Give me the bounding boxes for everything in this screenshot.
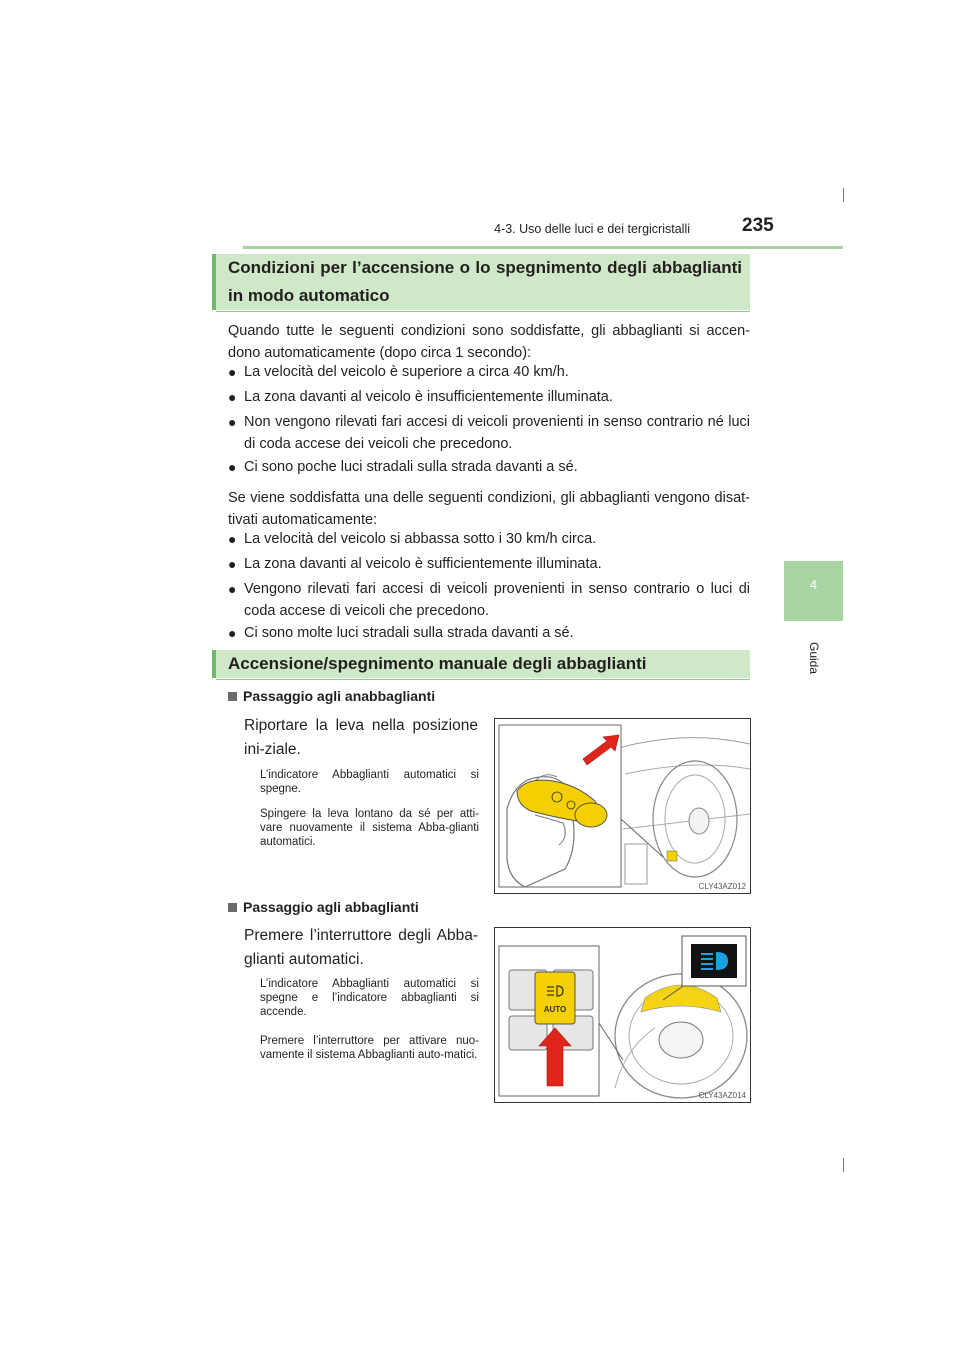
page-number: 235: [742, 215, 774, 236]
running-header-section: 4-3. Uso delle luci e dei tergicristalli: [494, 222, 690, 236]
bullet-dot: ●: [228, 556, 237, 572]
bullet-on-2: ● La zona davanti al veicolo è insufficientemente illuminata.: [228, 386, 750, 408]
bullet-dot: ●: [228, 581, 237, 597]
lever-illustration: [495, 719, 750, 893]
bullet-off-3: ● Vengono rilevati fari accesi di veicoli provenienti in senso contrario o luci di coda accese di veicoli che precedono.: [228, 578, 750, 622]
crop-mark-top: [843, 188, 844, 202]
square-bullet-icon: [228, 692, 237, 701]
chapter-number: 4: [809, 577, 818, 592]
bullet-on-1: ● La velocità del veicolo è superiore a circa 40 km/h.: [228, 361, 750, 383]
note-low-beam-2: Spingere la leva lontano da sé per atti-vare nuovamente il sistema Abba-glianti automatici.: [260, 808, 479, 848]
section-heading-automatic: [212, 254, 750, 310]
instruction-high-beam: Premere l’interruttore degli Abba-glianti automatici.: [244, 927, 478, 968]
bullet-off-2: ● La zona davanti al veicolo è sufficientemente illuminata.: [228, 553, 750, 575]
section-heading-automatic-text: Condizioni per l’accensione o lo spegnimento degli abbaglianti in modo automatico: [228, 258, 742, 305]
note-high-beam-1: L’indicatore Abbaglianti automatici si spegne e l’indicatore abbaglianti si accende.: [260, 978, 479, 1018]
bullet-dot: ●: [228, 364, 237, 380]
header-rule: [243, 246, 843, 249]
bullet-off-1: ● La velocità del veicolo si abbassa sotto i 30 km/h circa.: [228, 528, 750, 550]
section-heading-manual: [212, 650, 750, 678]
figure-code-switch: CLY43AZ014: [698, 1091, 746, 1100]
note-high-beam-2: Premere l’interruttore per attivare nuo-vamente il sistema Abbaglianti auto-matici.: [260, 1035, 479, 1061]
switch-illustration: [495, 928, 750, 1102]
instruction-low-beam: Riportare la leva nella posizione ini-ziale.: [244, 717, 478, 758]
bullet-off-4: ● Ci sono molte luci stradali sulla strada davanti a sé.: [228, 622, 750, 644]
bullet-dot: ●: [228, 414, 237, 430]
chapter-label: [780, 628, 847, 688]
auto-switch-label: AUTO: [543, 1005, 567, 1014]
subheading-high-beam: Passaggio agli abbaglianti: [228, 899, 419, 915]
square-bullet-icon: [228, 903, 237, 912]
note-low-beam-1: L’indicatore Abbaglianti automatici si spegne.: [260, 769, 479, 795]
bullet-on-3: ● Non vengono rilevati fari accesi di veicoli provenienti in senso contrario né luci di coda accese dei veicoli che precedono.: [228, 411, 750, 455]
bullet-dot: ●: [228, 459, 237, 475]
bullet-on-4: ● Ci sono poche luci stradali sulla strada davanti a sé.: [228, 456, 750, 478]
subheading-low-beam: Passaggio agli anabbaglianti: [228, 688, 435, 704]
section-heading-manual-text: Accensione/spegnimento manuale degli abbaglianti: [228, 654, 647, 673]
crop-mark-bottom: [843, 1158, 844, 1172]
figure-lever: [494, 718, 751, 894]
bullet-dot: ●: [228, 531, 237, 547]
bullet-dot: ●: [228, 625, 237, 641]
chapter-label-text: Guida: [806, 641, 821, 675]
figure-switch: [494, 927, 751, 1103]
intro-on: Quando tutte le seguenti condizioni sono soddisfatte, gli abbaglianti si accen-dono automaticamente (dopo circa 1 secondo):: [228, 323, 750, 361]
bullet-dot: ●: [228, 389, 237, 405]
figure-code-lever: CLY43AZ012: [698, 882, 746, 891]
intro-off: Se viene soddisfatta una delle seguenti condizioni, gli abbaglianti vengono disat-tivati automaticamente:: [228, 490, 750, 528]
